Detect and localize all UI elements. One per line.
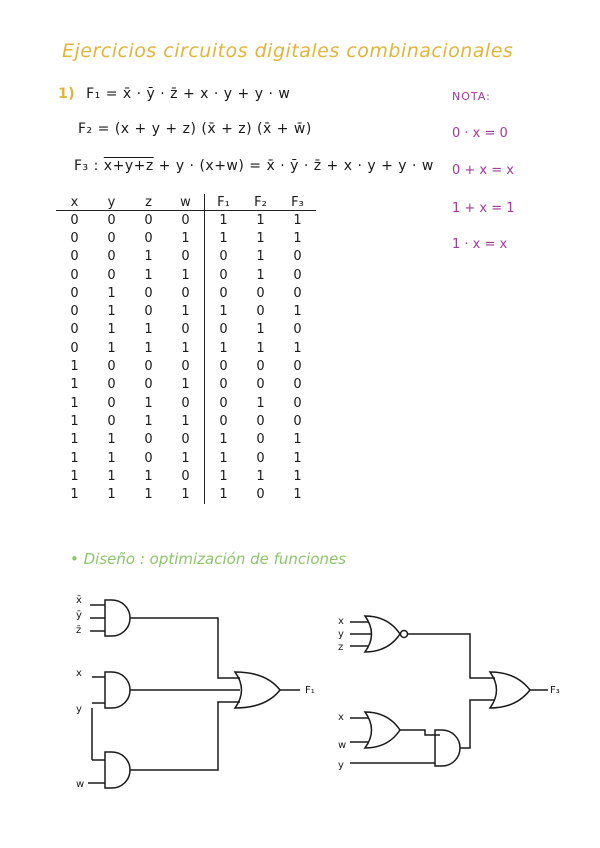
table-cell: 1 (144, 267, 153, 283)
table-cell: 0 (70, 267, 79, 283)
table-cell: 0 (256, 413, 265, 429)
input-label: y (338, 629, 344, 640)
table-cell: 1 (70, 450, 79, 466)
table-cell: 0 (293, 359, 302, 375)
table-row (56, 248, 316, 266)
table-cell: 0 (256, 359, 265, 375)
table-cell: 1 (107, 340, 116, 356)
table-row (56, 449, 316, 467)
table-row (56, 321, 316, 339)
table-cell: 1 (181, 450, 190, 466)
logic-circuits (0, 580, 600, 810)
table-cell: 1 (205, 485, 243, 503)
table-cell: 1 (70, 377, 79, 393)
note-item: 0 · x = 0 (452, 126, 508, 141)
f3-rhs: x̄ · ȳ · z̄ + x · y + y · w (266, 158, 434, 174)
table-cell: 0 (256, 285, 265, 301)
table-cell: 0 (107, 359, 116, 375)
input-label: w (338, 740, 347, 751)
table-cell: 1 (107, 304, 116, 320)
note-item: 1 + x = 1 (452, 201, 515, 216)
table-cell: 1 (256, 340, 265, 356)
output-label: F₃ (550, 685, 560, 696)
table-cell: 1 (144, 468, 153, 484)
table-cell: 1 (107, 450, 116, 466)
table-cell: 1 (293, 432, 302, 448)
table-cell: 0 (205, 284, 243, 302)
table-cell: 0 (256, 432, 265, 448)
table-cell: 0 (256, 304, 265, 320)
table-cell: 1 (70, 487, 79, 503)
table-cell: 0 (144, 377, 153, 393)
table-cell: 1 (144, 322, 153, 338)
table-cell: 0 (181, 395, 190, 411)
table-cell: 1 (205, 467, 243, 485)
table-cell: 0 (205, 394, 243, 412)
table-cell: 1 (256, 249, 265, 265)
table-row (56, 376, 316, 394)
table-row (56, 266, 316, 284)
table-cell: 0 (205, 376, 243, 394)
table-cell: 1 (205, 302, 243, 320)
table-cell: 1 (107, 285, 116, 301)
notes-title: NOTA: (452, 90, 491, 103)
f3-lhs: F₃ : (74, 158, 99, 174)
table-cell: 1 (293, 340, 302, 356)
header-x: x (56, 194, 93, 211)
table-cell: 0 (144, 230, 153, 246)
f3-mid: + y · (x+w) = (153, 158, 267, 174)
f3-overlined-term: x+y+z (103, 158, 154, 174)
equation-f3 (74, 158, 434, 174)
header-f2: F₂ (242, 194, 279, 211)
table-cell: 0 (293, 249, 302, 265)
table-cell: 0 (293, 395, 302, 411)
f1-rhs: x̄ · ȳ · z̄ + x · y + y · w (122, 86, 291, 102)
table-cell: 0 (293, 322, 302, 338)
table-cell: 0 (205, 357, 243, 375)
table-cell: 0 (107, 377, 116, 393)
table-cell: 0 (144, 450, 153, 466)
table-cell: 0 (205, 266, 243, 284)
table-cell: 1 (181, 487, 190, 503)
table-cell: 1 (293, 468, 302, 484)
input-label: ȳ (76, 610, 82, 621)
table-cell: 1 (144, 395, 153, 411)
input-label: y (338, 760, 344, 771)
table-cell: 1 (70, 359, 79, 375)
or-gate-icon (235, 672, 280, 708)
table-cell: 0 (293, 377, 302, 393)
table-row (56, 357, 316, 375)
table-cell: 1 (256, 322, 265, 338)
table-cell: 0 (181, 249, 190, 265)
table-cell: 0 (144, 359, 153, 375)
table-cell: 0 (256, 450, 265, 466)
table-cell: 1 (181, 413, 190, 429)
f2-rhs: (x + y + z) (x̄ + z) (x̄ + w̄) (114, 121, 312, 137)
table-cell: 0 (256, 377, 265, 393)
table-cell: 0 (181, 212, 190, 228)
table-cell: 0 (70, 322, 79, 338)
table-cell: 0 (205, 248, 243, 266)
table-row (56, 284, 316, 302)
or-gate-icon (365, 712, 400, 748)
section-title: • Diseño : optimización de funciones (70, 550, 347, 568)
table-cell: 0 (107, 413, 116, 429)
input-label: x (76, 668, 82, 679)
table-row (56, 339, 316, 357)
table-cell: 1 (256, 230, 265, 246)
table-cell: 0 (205, 321, 243, 339)
table-cell: 0 (107, 267, 116, 283)
equation-f1 (58, 86, 290, 102)
table-cell: 1 (181, 267, 190, 283)
table-cell: 0 (144, 304, 153, 320)
table-cell: 1 (107, 468, 116, 484)
and-gate-icon (105, 752, 130, 788)
inversion-bubble-icon (401, 631, 408, 638)
table-cell: 1 (256, 267, 265, 283)
table-cell: 1 (144, 413, 153, 429)
page-title: Ejercicios circuitos digitales combinacionales (62, 40, 514, 62)
table-cell: 0 (181, 285, 190, 301)
table-body (56, 211, 316, 504)
and-gate-icon (105, 672, 130, 708)
table-cell: 1 (205, 229, 243, 247)
table-row (56, 211, 316, 230)
header-f1: F₁ (205, 194, 243, 211)
f1-lhs: F₁ = (86, 86, 118, 102)
table-row (56, 394, 316, 412)
table-cell: 1 (205, 339, 243, 357)
table-cell: 0 (107, 212, 116, 228)
table-cell: 1 (144, 340, 153, 356)
table-cell: 1 (293, 487, 302, 503)
table-cell: 1 (181, 230, 190, 246)
table-cell: 0 (70, 285, 79, 301)
table-cell: 0 (181, 322, 190, 338)
table-cell: 0 (181, 432, 190, 448)
table-cell: 0 (107, 249, 116, 265)
output-label: F₁ (305, 685, 315, 696)
header-y: y (93, 194, 130, 211)
table-cell: 0 (144, 285, 153, 301)
table-cell: 0 (70, 212, 79, 228)
table-cell: 0 (70, 304, 79, 320)
table-cell: 1 (181, 340, 190, 356)
table-cell: 1 (205, 449, 243, 467)
input-label: x̄ (76, 595, 82, 606)
table-cell: 0 (107, 395, 116, 411)
table-cell: 1 (293, 304, 302, 320)
table-cell: 0 (70, 249, 79, 265)
table-cell: 1 (144, 487, 153, 503)
table-cell: 1 (256, 468, 265, 484)
table-cell: 0 (70, 340, 79, 356)
table-cell: 0 (293, 285, 302, 301)
truth-table (56, 194, 316, 504)
table-cell: 0 (144, 432, 153, 448)
f2-lhs: F₂ = (78, 121, 110, 137)
note-item: 0 + x = x (452, 163, 514, 178)
table-cell: 1 (70, 395, 79, 411)
note-item: 1 · x = x (452, 237, 508, 252)
table-row (56, 302, 316, 320)
table-cell: 1 (293, 230, 302, 246)
table-cell: 0 (70, 230, 79, 246)
header-z: z (130, 194, 167, 211)
input-label: x (338, 616, 344, 627)
circuit-f1 (76, 595, 315, 790)
table-row (56, 431, 316, 449)
table-cell: 1 (70, 468, 79, 484)
header-f3: F₃ (279, 194, 316, 211)
table-cell: 0 (181, 468, 190, 484)
input-label: z (338, 642, 344, 653)
table-cell: 0 (256, 487, 265, 503)
table-cell: 1 (256, 212, 265, 228)
table-cell: 1 (181, 304, 190, 320)
table-cell: 1 (293, 212, 302, 228)
table-cell: 1 (205, 211, 243, 230)
table-cell: 1 (107, 322, 116, 338)
input-label: w (76, 779, 85, 790)
and-gate-icon (105, 600, 130, 636)
table-row (56, 485, 316, 503)
table-row (56, 467, 316, 485)
table-row (56, 412, 316, 430)
table-cell: 1 (107, 487, 116, 503)
equation-f2 (78, 121, 312, 137)
input-label: y (76, 704, 82, 715)
table-cell: 0 (181, 359, 190, 375)
input-label: x (338, 712, 344, 723)
header-w: w (167, 194, 205, 211)
table-cell: 0 (205, 412, 243, 430)
exercise-number: 1) (58, 86, 76, 102)
table-row (56, 229, 316, 247)
table-cell: 1 (181, 377, 190, 393)
table-header-row (56, 194, 316, 211)
table-cell: 1 (256, 395, 265, 411)
or-gate-icon (490, 672, 530, 708)
table-cell: 0 (293, 267, 302, 283)
table-cell: 1 (205, 431, 243, 449)
table-cell: 0 (293, 413, 302, 429)
table-cell: 1 (144, 249, 153, 265)
table-cell: 1 (70, 432, 79, 448)
table-cell: 1 (70, 413, 79, 429)
table-cell: 1 (107, 432, 116, 448)
table-cell: 0 (144, 212, 153, 228)
input-label: z̄ (76, 625, 82, 636)
circuit-f3 (338, 616, 560, 771)
table-cell: 1 (293, 450, 302, 466)
table-cell: 0 (107, 230, 116, 246)
